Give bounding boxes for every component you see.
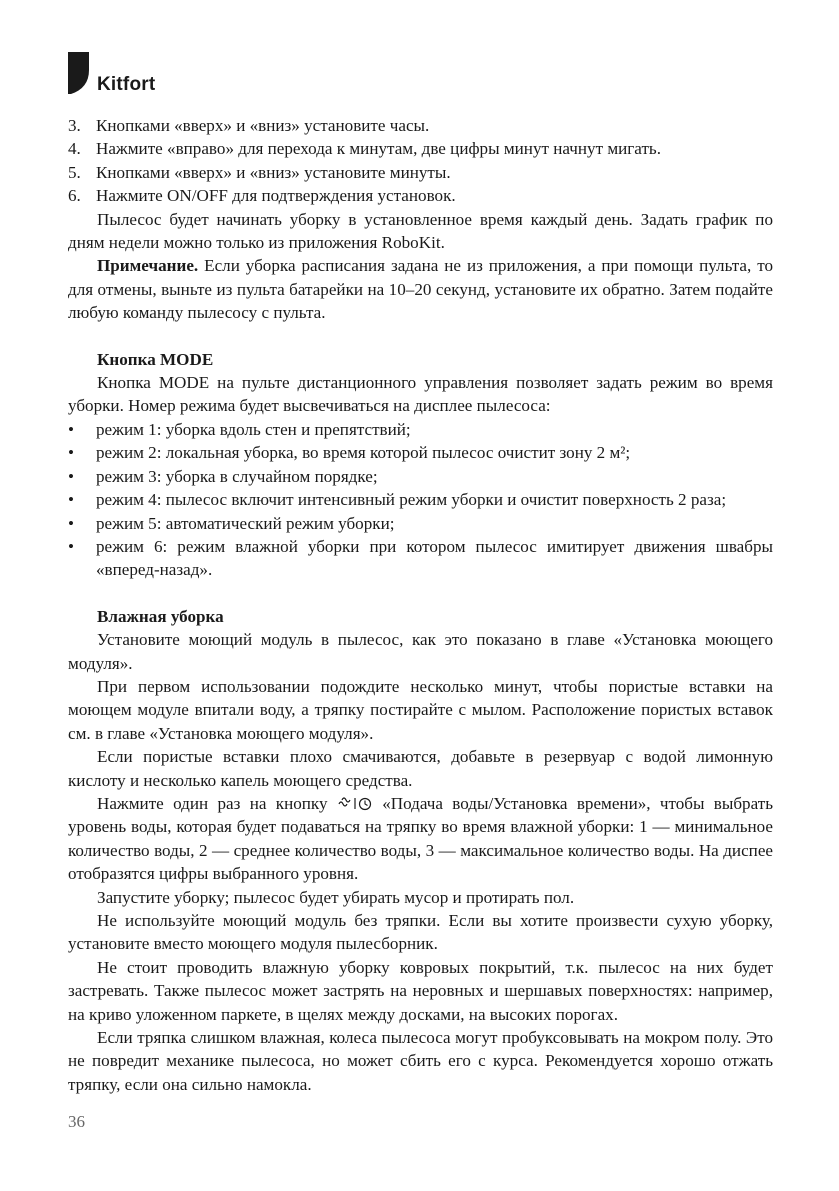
mode-heading: Кнопка MODE [97,349,214,369]
list-item-text: режим 1: уборка вдоль стен и препятствий; [96,419,411,439]
step-text: Кнопками «вверх» и «вниз» установите минуты. [96,162,451,182]
step-number: 4. [68,139,81,159]
page-content [68,114,773,1096]
brand-name: Kitfort [97,74,156,95]
wet-paragraph: Если тряпка слишком влажная, колеса пылесоса могут пробуксовывать на мокром полу. Это не повредит механике пылесоса, но может сбить его с курса. Рекомендуется хорошо отжать тряпку, если она сильно намокла. [68,1028,773,1094]
step-item [68,161,773,184]
page-number: 36 [68,1112,85,1131]
wet-paragraph: При первом использовании подождите несколько минут, чтобы пористые вставки на моющем модуле впитали воду, а тряпку постирайте с мылом. Расположение пористых вставок см. в главе «Установка моющего модуля». [68,676,773,743]
wet-cleaning-heading: Влажная уборка [97,606,224,626]
list-item-text: режим 2: локальная уборка, во время которой пылесос очистит зону 2 м²; [96,443,631,463]
wet-paragraph: Не стоит проводить влажную уборку ковровых покрытий, т.к. пылесос на них будет застревать. Также пылесос может застрять на неровных и шершавых поверхностях: например, на криво уложенном паркете, в щелях между досками, на высоких порогах. [68,957,773,1024]
wet-paragraph [68,792,773,886]
wet-text: Нажмите один раз на кнопку [97,793,337,813]
brand-logo [67,48,207,98]
bullet: • [68,443,74,463]
bullet: • [68,490,74,510]
list-item-text: режим 4: пылесос включит интенсивный режим уборки и очистит поверхность 2 раза; [96,490,727,510]
wet-paragraph: Если пористые вставки плохо смачиваются, добавьте в резервуар с водой лимонную кислоту и несколько капель моющего средства. [68,747,773,790]
list-item-text: режим 5: автоматический режим уборки; [96,513,395,533]
bullet: • [68,419,74,439]
step-text: Нажмите «вправо» для перехода к минутам, две цифры минут начнут мигать. [96,139,661,159]
step-number: 6. [68,186,81,206]
list-item [68,512,773,535]
note-text: Если уборка расписания задана не из приложения, а при помощи пульта, то для отмены, выньте из пульта батарейки на 10–20 секунд, установите их обратно. Затем подайте любую команду пылесосу с пульта. [68,256,773,323]
step-text: Нажмите ON/OFF для подтверждения установок. [96,186,456,206]
bullet: • [68,466,74,486]
list-item [68,465,773,488]
step-number: 3. [68,116,81,135]
schedule-paragraph: Пылесос будет начинать уборку в установленное время каждый день. Задать график по дням недели можно только из приложения RoboKit. [68,209,773,253]
note-label: Примечание. [97,256,199,276]
wet-paragraph: Не используйте моющий модуль без тряпки. Если вы хотите произвести сухую уборку, установите вместо моющего модуля пылесборник. [68,911,773,954]
wet-paragraph: Установите моющий модуль в пылесос, как это показано в главе «Установка моющего модуля». [68,630,773,673]
note-paragraph [68,254,773,324]
wet-text: «Подача воды/Установка времени», чтобы выбрать уровень воды, которая будет подаваться на тряпку во время влажной уборки: 1 — минимальное количество воды, 2 — среднее количество воды, 3 — максимальное количество воды. На диспее отобразятся цифры выбранного уровня. [68,793,773,884]
step-item [68,184,773,207]
list-item-text: режим 6: режим влажной уборки при котором пылесос имитирует движения швабры «вперед-назад». [96,536,773,580]
bullet: • [68,536,74,556]
list-item [68,418,773,441]
list-item [68,441,773,464]
list-item [68,535,773,582]
mode-intro: Кнопка MODE на пульте дистанционного управления позволяет задать режим во время уборки. Номер режима будет высвечиваться на дисплее пылесоса: [68,373,773,416]
step-text: Кнопками «вверх» и «вниз» установите часы. [96,116,430,135]
water-supply-clock-icon [337,795,373,811]
bullet: • [68,513,74,533]
wet-paragraph: Запустите уборку; пылесос будет убирать мусор и протирать пол. [97,887,575,907]
kitfort-logo-icon [67,48,97,98]
list-item [68,488,773,511]
list-item-text: режим 3: уборка в случайном порядке; [96,466,378,486]
step-item [68,137,773,160]
step-item [68,114,773,137]
step-number: 5. [68,162,81,182]
